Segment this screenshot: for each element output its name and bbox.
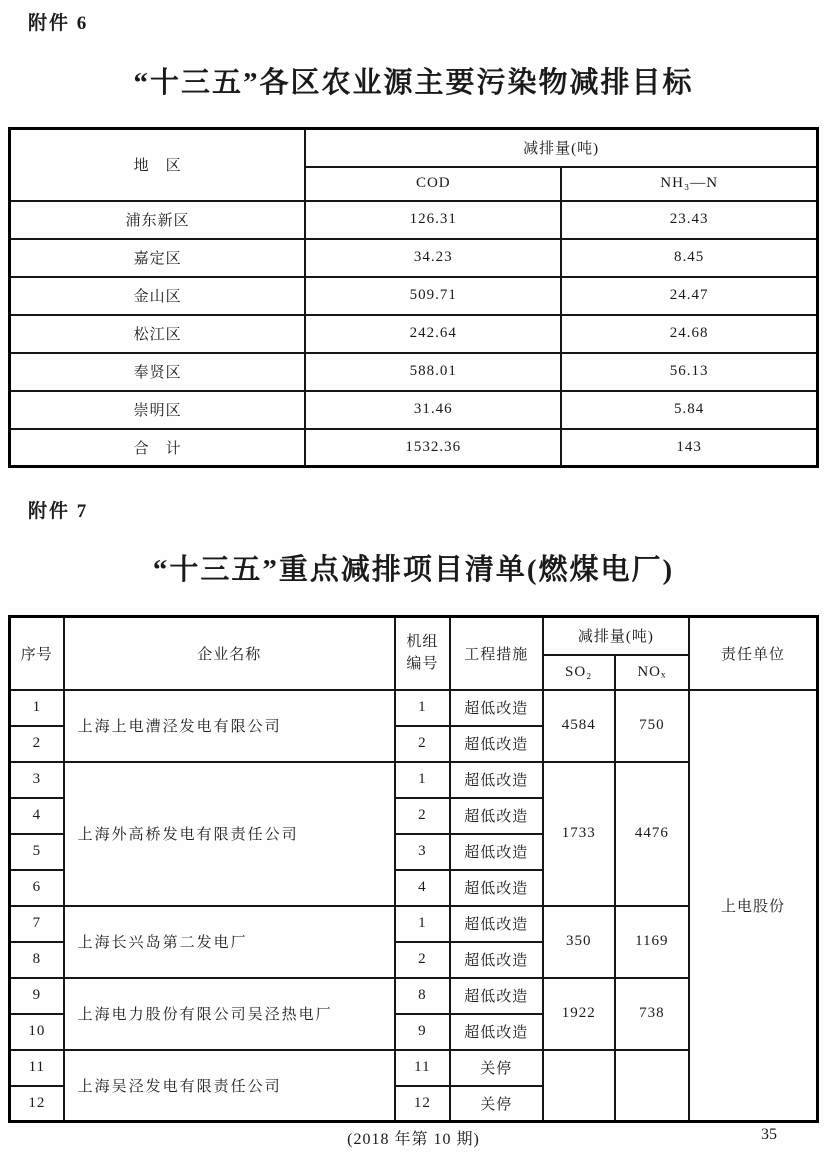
nh3n-column-header: NH₃—N xyxy=(561,167,817,201)
region-cell: 崇明区 xyxy=(10,391,306,429)
nox-value-cell: 750 xyxy=(615,690,689,762)
unit-header-line1: 机组 xyxy=(406,633,439,650)
project-row xyxy=(10,690,818,726)
unit-number-cell: 2 xyxy=(395,798,450,834)
cod-value-cell: 509.71 xyxy=(305,277,561,315)
unit-number-cell: 11 xyxy=(395,1050,450,1086)
so2-column-header: SO₂ xyxy=(543,655,615,690)
measure-cell: 关停 xyxy=(450,1050,543,1086)
responsible-unit-cell: 上电股份 xyxy=(689,690,818,1122)
company-cell: 上海外高桥发电有限责任公司 xyxy=(64,762,395,906)
unit-number-column-header xyxy=(395,617,450,690)
so2-value-cell: 1733 xyxy=(543,762,615,906)
serial-cell: 5 xyxy=(10,834,64,870)
measure-column-header: 工程措施 xyxy=(450,617,543,690)
serial-cell: 9 xyxy=(10,978,64,1014)
table2-header-row-1 xyxy=(10,617,818,655)
serial-cell: 4 xyxy=(10,798,64,834)
serial-cell: 6 xyxy=(10,870,64,906)
region-row xyxy=(10,315,818,353)
cod-value-cell: 126.31 xyxy=(305,201,561,239)
measure-cell: 超低改造 xyxy=(450,798,543,834)
unit-number-cell: 4 xyxy=(395,870,450,906)
page-number: 35 xyxy=(761,1126,777,1143)
measure-cell: 关停 xyxy=(450,1086,543,1122)
measure-cell: 超低改造 xyxy=(450,1014,543,1050)
so2-value-cell: 350 xyxy=(543,906,615,978)
unit-number-cell: 1 xyxy=(395,906,450,942)
projects-table xyxy=(8,615,819,1123)
so2-value-cell xyxy=(543,1050,615,1122)
cod-value-cell: 1532.36 xyxy=(305,429,561,467)
cod-column-header: COD xyxy=(305,167,561,201)
unit-header-line2: 编号 xyxy=(406,656,439,673)
serial-cell: 11 xyxy=(10,1050,64,1086)
serial-cell: 12 xyxy=(10,1086,64,1122)
serial-cell: 2 xyxy=(10,726,64,762)
reduction-amount-header: 减排量(吨) xyxy=(305,129,817,167)
serial-cell: 8 xyxy=(10,942,64,978)
cod-value-cell: 242.64 xyxy=(305,315,561,353)
unit-number-cell: 9 xyxy=(395,1014,450,1050)
measure-cell: 超低改造 xyxy=(450,726,543,762)
measure-cell: 超低改造 xyxy=(450,690,543,726)
cod-value-cell: 588.01 xyxy=(305,353,561,391)
table1-header-row-1 xyxy=(10,129,818,167)
measure-cell: 超低改造 xyxy=(450,834,543,870)
projects-table-body xyxy=(10,690,818,1122)
so2-value-cell: 4584 xyxy=(543,690,615,762)
company-cell: 上海电力股份有限公司吴泾热电厂 xyxy=(64,978,395,1050)
nox-value-cell xyxy=(615,1050,689,1122)
company-cell: 上海吴泾发电有限责任公司 xyxy=(64,1050,395,1122)
regions-table-body xyxy=(10,201,818,467)
company-cell: 上海上电漕泾发电有限公司 xyxy=(64,690,395,762)
nh3n-value-cell: 143 xyxy=(561,429,817,467)
nox-value-cell: 1169 xyxy=(615,906,689,978)
nh3n-value-cell: 24.47 xyxy=(561,277,817,315)
nh3n-value-cell: 8.45 xyxy=(561,239,817,277)
region-cell: 浦东新区 xyxy=(10,201,306,239)
region-row xyxy=(10,239,818,277)
table1-title: “十三五”各区农业源主要污染物减排目标 xyxy=(133,67,694,99)
measure-cell: 超低改造 xyxy=(450,942,543,978)
serial-column-header: 序号 xyxy=(10,617,64,690)
region-cell: 合 计 xyxy=(10,429,306,467)
region-row xyxy=(10,429,818,467)
region-row xyxy=(10,277,818,315)
measure-cell: 超低改造 xyxy=(450,978,543,1014)
company-cell: 上海长兴岛第二发电厂 xyxy=(64,906,395,978)
table2-title: “十三五”重点减排项目清单(燃煤电厂) xyxy=(152,554,675,586)
region-row xyxy=(10,201,818,239)
serial-cell: 3 xyxy=(10,762,64,798)
unit-number-cell: 3 xyxy=(395,834,450,870)
region-row xyxy=(10,391,818,429)
nox-column-header: NOₓ xyxy=(615,655,689,690)
nox-value-cell: 738 xyxy=(615,978,689,1050)
unit-number-cell: 2 xyxy=(395,942,450,978)
nh3n-value-cell: 5.84 xyxy=(561,391,817,429)
unit-number-cell: 1 xyxy=(395,690,450,726)
measure-cell: 超低改造 xyxy=(450,906,543,942)
measure-cell: 超低改造 xyxy=(450,762,543,798)
region-column-header: 地 区 xyxy=(10,129,306,201)
serial-cell: 7 xyxy=(10,906,64,942)
unit-number-cell: 8 xyxy=(395,978,450,1014)
nh3n-value-cell: 56.13 xyxy=(561,353,817,391)
unit-number-cell: 12 xyxy=(395,1086,450,1122)
nh3n-value-cell: 24.68 xyxy=(561,315,817,353)
responsible-column-header: 责任单位 xyxy=(689,617,818,690)
regions-reduction-table xyxy=(8,127,819,468)
nox-value-cell: 4476 xyxy=(615,762,689,906)
cod-value-cell: 31.46 xyxy=(305,391,561,429)
measure-cell: 超低改造 xyxy=(450,870,543,906)
attachment-6-label: 附件 6 xyxy=(28,13,89,34)
so2-value-cell: 1922 xyxy=(543,978,615,1050)
issue-label: (2018 年第 10 期) xyxy=(347,1131,480,1148)
reduction-amount-header-2: 减排量(吨) xyxy=(543,617,689,655)
nh3n-value-cell: 23.43 xyxy=(561,201,817,239)
unit-number-cell: 2 xyxy=(395,726,450,762)
region-cell: 奉贤区 xyxy=(10,353,306,391)
serial-cell: 10 xyxy=(10,1014,64,1050)
unit-number-cell: 1 xyxy=(395,762,450,798)
cod-value-cell: 34.23 xyxy=(305,239,561,277)
attachment-7-label: 附件 7 xyxy=(28,501,89,522)
company-column-header: 企业名称 xyxy=(64,617,395,690)
serial-cell: 1 xyxy=(10,690,64,726)
region-cell: 金山区 xyxy=(10,277,306,315)
region-row xyxy=(10,353,818,391)
region-cell: 松江区 xyxy=(10,315,306,353)
region-cell: 嘉定区 xyxy=(10,239,306,277)
